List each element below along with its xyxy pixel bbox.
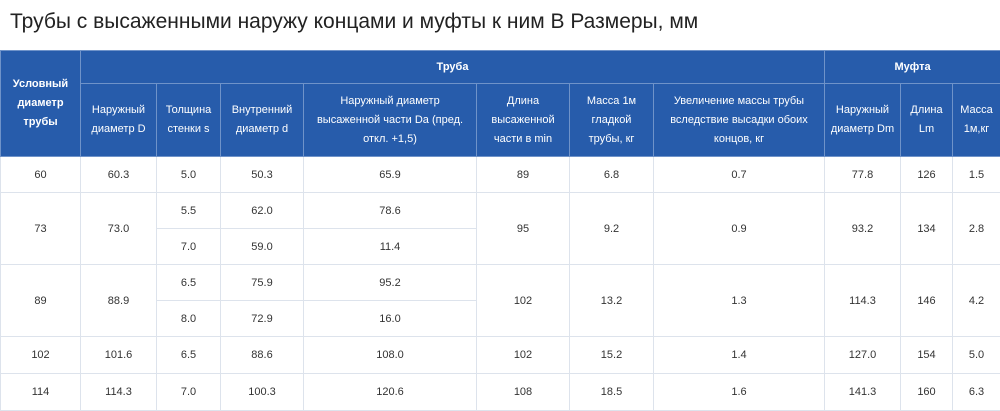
inner-diameter-cell: 75.9 [221, 265, 304, 301]
upset-outer-diameter-cell: 108.0 [304, 337, 477, 374]
outer-diameter-cell: 60.3 [81, 157, 157, 193]
coupling-mass-cell: 6.3 [953, 374, 1000, 411]
smooth-mass-header: Масса 1м гладкой трубы, кг [570, 84, 654, 157]
upset-outer-diameter-cell: 78.6 [304, 193, 477, 229]
coupling-length-cell: 146 [901, 265, 953, 337]
mass-increase-cell: 0.9 [654, 193, 825, 265]
outer-diameter-cell: 114.3 [81, 374, 157, 411]
nominal-diameter-cell: 73 [1, 193, 81, 265]
pipe-group-header: Труба [81, 51, 825, 84]
upset-length-cell: 102 [477, 265, 570, 337]
upset-length-header: Длина высаженной части в min [477, 84, 570, 157]
smooth-mass-cell: 18.5 [570, 374, 654, 411]
mass-increase-cell: 0.7 [654, 157, 825, 193]
table-body [1, 157, 1000, 411]
mass-increase-cell: 1.4 [654, 337, 825, 374]
table-row [1, 157, 1000, 193]
wall-thickness-cell: 7.0 [157, 374, 221, 411]
nominal-diameter-cell: 89 [1, 265, 81, 337]
coupling-diameter-cell: 93.2 [825, 193, 901, 265]
smooth-mass-cell: 15.2 [570, 337, 654, 374]
wall-thickness-header: Толщина стенки s [157, 84, 221, 157]
upset-outer-diameter-cell: 11.4 [304, 229, 477, 265]
smooth-mass-cell: 13.2 [570, 265, 654, 337]
wall-thickness-cell: 5.0 [157, 157, 221, 193]
coupling-mass-header: Масса 1м,кг [953, 84, 1000, 157]
upset-length-cell: 102 [477, 337, 570, 374]
inner-diameter-cell: 72.9 [221, 301, 304, 337]
wall-thickness-cell: 6.5 [157, 337, 221, 374]
coupling-diameter-cell: 114.3 [825, 265, 901, 337]
smooth-mass-cell: 9.2 [570, 193, 654, 265]
coupling-diameter-cell: 141.3 [825, 374, 901, 411]
coupling-length-cell: 126 [901, 157, 953, 193]
pipe-dimensions-table [0, 50, 1000, 411]
wall-thickness-cell: 6.5 [157, 265, 221, 301]
inner-diameter-header: Внутренний диаметр d [221, 84, 304, 157]
upset-length-cell: 108 [477, 374, 570, 411]
coupling-length-cell: 154 [901, 337, 953, 374]
inner-diameter-cell: 62.0 [221, 193, 304, 229]
pipe-dimensions-table-container [0, 50, 1000, 411]
smooth-mass-cell: 6.8 [570, 157, 654, 193]
coupling-diameter-cell: 77.8 [825, 157, 901, 193]
outer-diameter-cell: 101.6 [81, 337, 157, 374]
table-row [1, 265, 1000, 301]
table-row [1, 193, 1000, 229]
coupling-diameter-header: Наружный диаметр Dm [825, 84, 901, 157]
table-header [1, 51, 1000, 157]
nominal-diameter-header: Условный диаметр трубы [1, 51, 81, 157]
outer-diameter-cell: 73.0 [81, 193, 157, 265]
upset-outer-diameter-cell: 16.0 [304, 301, 477, 337]
nominal-diameter-cell: 102 [1, 337, 81, 374]
coupling-mass-cell: 1.5 [953, 157, 1000, 193]
nominal-diameter-cell: 60 [1, 157, 81, 193]
coupling-length-cell: 160 [901, 374, 953, 411]
wall-thickness-cell: 5.5 [157, 193, 221, 229]
inner-diameter-cell: 59.0 [221, 229, 304, 265]
mass-increase-header: Увеличение массы трубы вследствие высадки обоих концов, кг [654, 84, 825, 157]
wall-thickness-cell: 7.0 [157, 229, 221, 265]
page-title: Трубы с высаженными наружу концами и муфты к ним В Размеры, мм [10, 10, 698, 34]
upset-length-cell: 89 [477, 157, 570, 193]
inner-diameter-cell: 100.3 [221, 374, 304, 411]
coupling-mass-cell: 2.8 [953, 193, 1000, 265]
upset-outer-diameter-cell: 65.9 [304, 157, 477, 193]
upset-outer-diameter-header: Наружный диаметр высаженной части Da (пред. откл. +1,5) [304, 84, 477, 157]
inner-diameter-cell: 88.6 [221, 337, 304, 374]
outer-diameter-cell: 88.9 [81, 265, 157, 337]
mass-increase-cell: 1.3 [654, 265, 825, 337]
nominal-diameter-cell: 114 [1, 374, 81, 411]
outer-diameter-header: Наружный диаметр D [81, 84, 157, 157]
table-row [1, 337, 1000, 374]
mass-increase-cell: 1.6 [654, 374, 825, 411]
coupling-length-cell: 134 [901, 193, 953, 265]
coupling-diameter-cell: 127.0 [825, 337, 901, 374]
wall-thickness-cell: 8.0 [157, 301, 221, 337]
inner-diameter-cell: 50.3 [221, 157, 304, 193]
coupling-group-header: Муфта [825, 51, 1000, 84]
table-row [1, 374, 1000, 411]
upset-length-cell: 95 [477, 193, 570, 265]
upset-outer-diameter-cell: 95.2 [304, 265, 477, 301]
coupling-mass-cell: 4.2 [953, 265, 1000, 337]
upset-outer-diameter-cell: 120.6 [304, 374, 477, 411]
coupling-length-header: Длина Lm [901, 84, 953, 157]
coupling-mass-cell: 5.0 [953, 337, 1000, 374]
